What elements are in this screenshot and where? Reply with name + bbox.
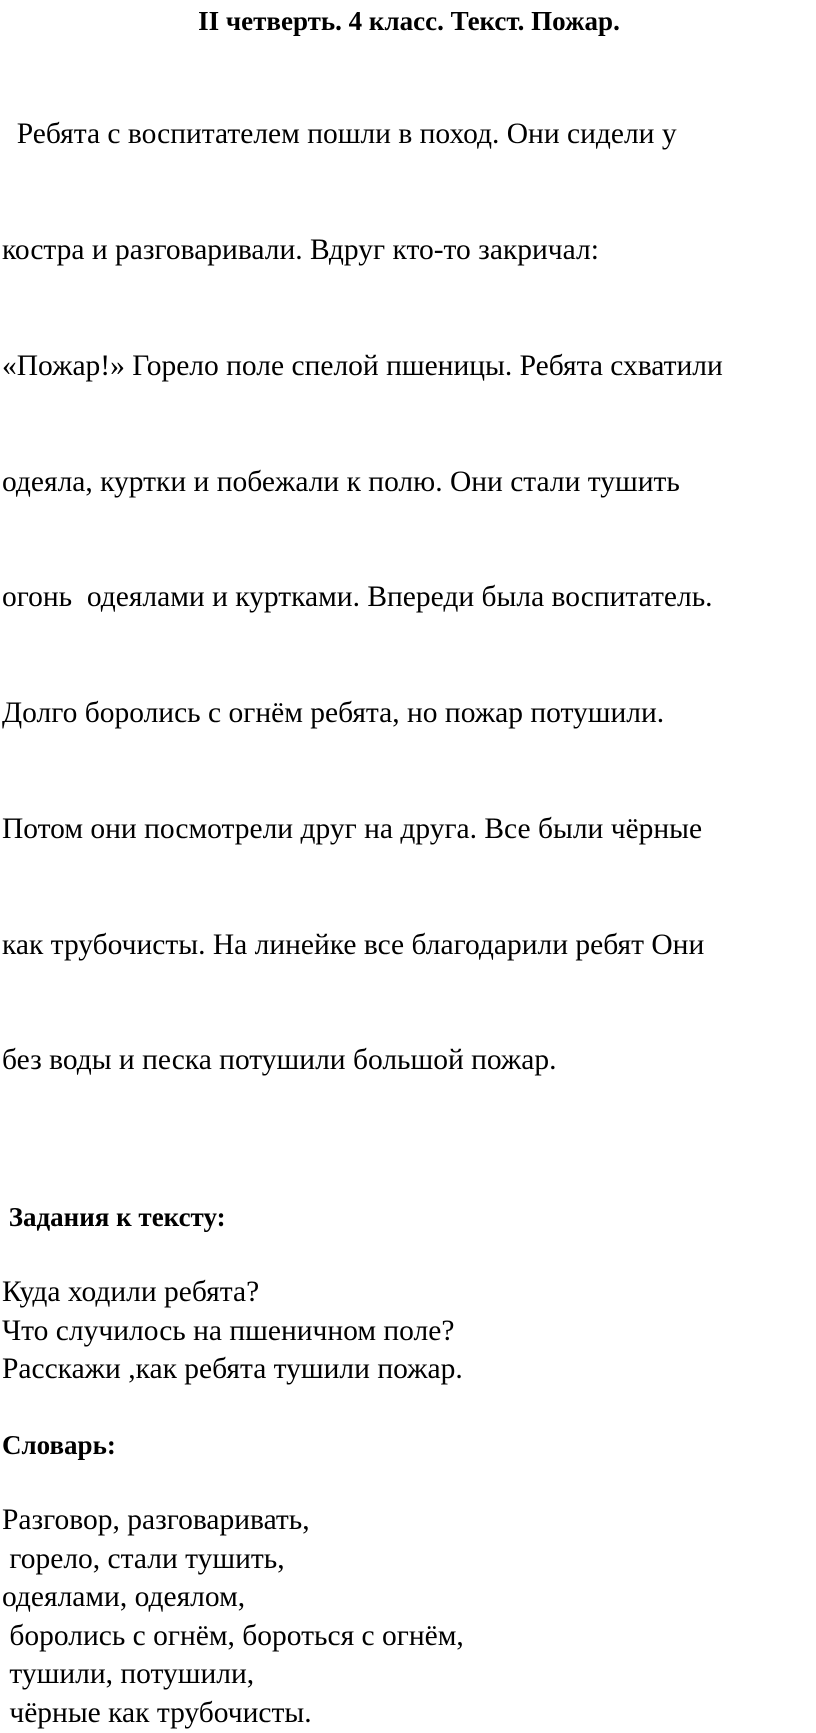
task-item: Расскажи ,как ребята тушили пожар. <box>2 1353 463 1386</box>
vocab-item: одеялами, одеялом, <box>2 1581 246 1614</box>
spacer <box>2 1157 812 1199</box>
spacer <box>2 1389 812 1427</box>
vocab-item: тушили, потушили, <box>2 1658 255 1691</box>
story-line: Долго боролись с огнём ребята, но пожар потушили. <box>2 697 665 730</box>
story-line: огонь одеялами и куртками. Впереди была воспитатель. <box>2 581 713 614</box>
spacer <box>2 1235 812 1273</box>
spacer <box>2 1463 812 1501</box>
story-line: одеяла, куртки и побежали к полю. Они стали тушить <box>2 465 680 498</box>
task-item: Куда ходили ребята? <box>2 1276 260 1309</box>
story-text <box>2 38 812 1157</box>
vocab-list <box>2 1501 812 1733</box>
vocab-item: горело, стали тушить, <box>2 1542 285 1575</box>
story-line: «Пожар!» Горело поле спелой пшеницы. Ребята схватили <box>2 349 723 382</box>
vocab-item: боролись с огнём, бороться с огнём, <box>2 1619 464 1652</box>
task-item: Что случилось на пшеничном поле? <box>2 1314 455 1347</box>
document-title: II четверть. 4 класс. Текст. Пожар. <box>198 6 620 36</box>
story-line: Потом они посмотрели друг на друга. Все были чёрные <box>2 812 703 845</box>
story-line: костра и разговаривали. Вдруг кто-то закричал: <box>2 233 599 266</box>
story-line: Ребята с воспитателем пошли в поход. Они сидели у <box>2 118 677 151</box>
story-line: как трубочисты. На линейке все благодарили ребят Они <box>2 928 705 961</box>
vocab-item: Разговор, разговаривать, <box>2 1504 310 1536</box>
tasks-list <box>2 1273 812 1389</box>
story-line: без воды и песка потушили большой пожар. <box>2 1044 557 1077</box>
vocab-item: чёрные как трубочисты. <box>2 1696 312 1729</box>
tasks-heading: Задания к тексту: <box>2 1202 226 1233</box>
vocab-heading: Словарь: <box>2 1430 116 1460</box>
